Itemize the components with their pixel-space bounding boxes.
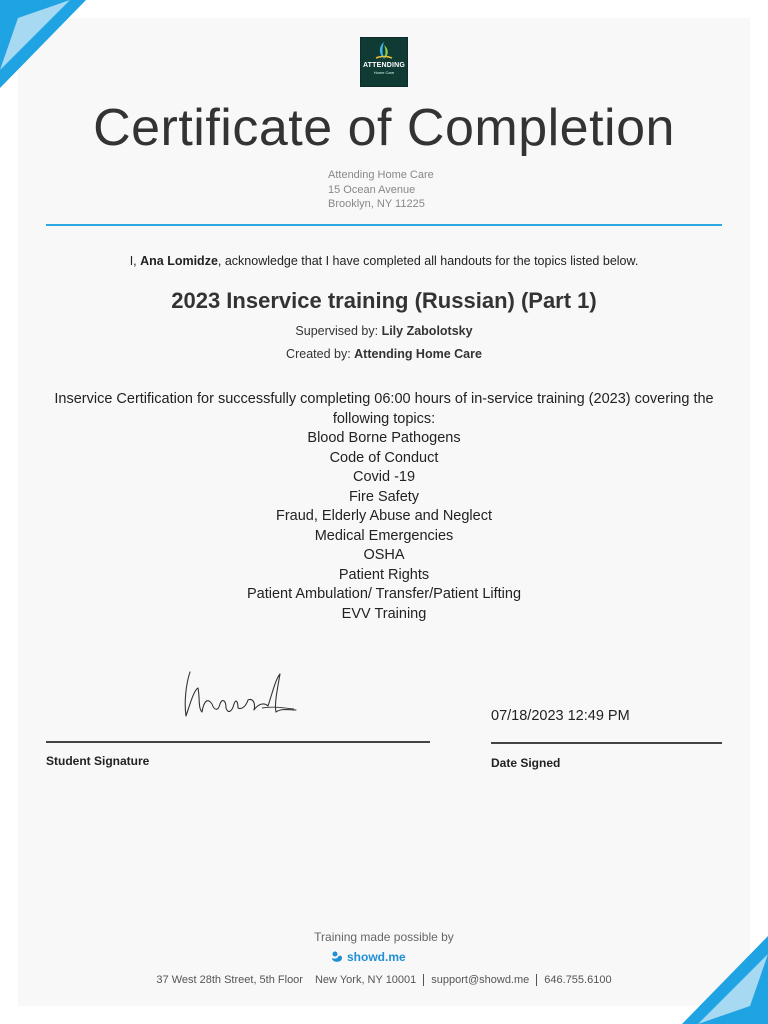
topic-item: Covid -19 — [352, 469, 416, 485]
certification-description — [36, 390, 732, 624]
supervisor-name: Lily Zabolotsky — [381, 324, 473, 338]
header-divider — [46, 224, 722, 226]
supervised-by-label: Supervised by: — [295, 324, 382, 338]
signature-line — [46, 741, 430, 743]
footer-city: New York, NY 10001 — [314, 974, 417, 986]
address-line: Attending Home Care — [328, 169, 434, 181]
address-line: Brooklyn, NY 11225 — [328, 198, 425, 210]
footer-made-by: Training made possible by — [314, 930, 454, 944]
topic-item: Medical Emergencies — [314, 527, 454, 544]
footer-street: 37 West 28th Street, 5th Floor — [156, 974, 303, 986]
organization-address — [328, 168, 434, 212]
topic-item: Patient Rights — [338, 566, 430, 583]
course-title: 2023 Inservice training (Russian) (Part 1) — [171, 288, 597, 313]
created-by-line — [0, 347, 768, 361]
date-line — [491, 742, 722, 744]
acknowledgement-text — [0, 254, 768, 268]
organization-logo — [360, 37, 408, 87]
date-signed-label: Date Signed — [491, 756, 561, 770]
created-by-label: Created by: — [286, 347, 355, 361]
student-signature-image — [176, 664, 300, 724]
showdme-logo-icon — [330, 950, 344, 964]
logo-leaf-icon — [373, 41, 395, 61]
certificate-title: Certificate of Completion — [93, 99, 675, 157]
date-signed-value: 07/18/2023 12:49 PM — [491, 708, 630, 724]
showdme-logo — [330, 950, 406, 964]
topic-item: OSHA — [363, 547, 405, 563]
creator-name: Attending Home Care — [354, 347, 482, 361]
showdme-logo-text: showd.me — [347, 950, 406, 964]
footer-contact — [0, 974, 768, 986]
topic-list — [36, 429, 732, 624]
student-signature-label: Student Signature — [46, 754, 150, 768]
footer-separator — [423, 974, 424, 986]
topic-item: Fire Safety — [348, 488, 420, 505]
supervised-by-line — [0, 324, 768, 338]
logo-subtext: Home Care — [373, 70, 395, 75]
topic-item: Blood Borne Pathogens — [307, 430, 461, 446]
topic-item: Fraud, Elderly Abuse and Neglect — [275, 508, 492, 524]
topic-item: EVV Training — [341, 605, 427, 622]
footer-separator — [536, 974, 537, 986]
topic-item: Patient Ambulation/ Transfer/Patient Lifting — [246, 586, 522, 602]
logo-text: ATTENDING — [362, 62, 406, 69]
ack-suffix: , acknowledge that I have completed all handouts for the topics listed below. — [217, 254, 639, 268]
student-name: Ana Lomidze — [140, 254, 218, 268]
footer-phone: 646.755.6100 — [544, 974, 612, 986]
footer-email[interactable]: support@showd.me — [431, 974, 530, 986]
corner-decoration-top-left — [0, 0, 90, 90]
ack-prefix: I, — [129, 254, 141, 268]
address-line: 15 Ocean Avenue — [328, 183, 416, 196]
description-text: Inservice Certification for successfully completing 06:00 hours of in-service training (2023) covering the following topics: — [54, 391, 714, 427]
topic-item: Code of Conduct — [329, 449, 439, 466]
